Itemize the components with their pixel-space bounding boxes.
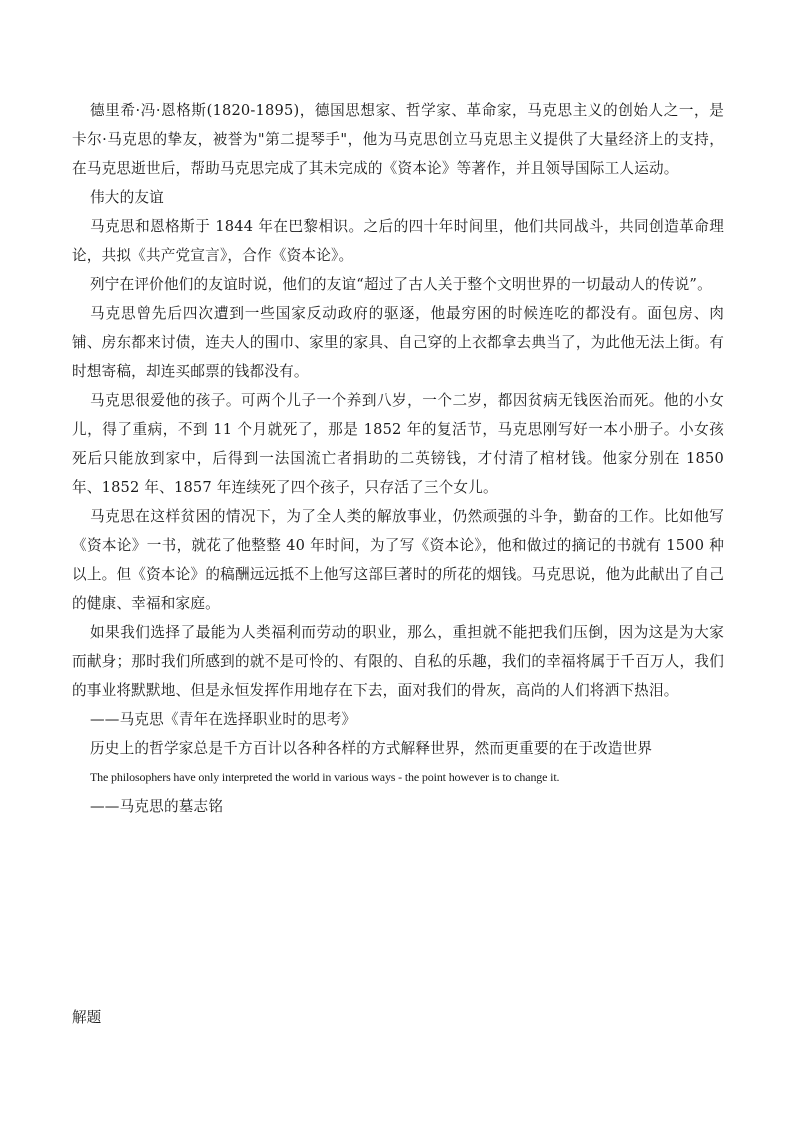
- children-paragraph: 马克思很爱他的孩子。可两个儿子一个养到八岁，一个二岁，都因贫病无钱医治而死。他的小女儿，得了重病，不到 11 个月就死了，那是 1852 年的复活节，马克思刚写好一本小册子。小女孩死后只能放到家中，后得到一法国流亡者捐助的二英镑钱，才付清了棺材钱。他家分别在 1850 年、1852 年、1857 年连续死了四个孩子，只存活了三个女儿。: [72, 392, 724, 496]
- career-quote-attribution: ——马克思《青年在选择职业时的思考》: [90, 711, 357, 728]
- epitaph-chinese: 历史上的哲学家总是千方百计以各种各样的方式解释世界，然而更重要的在于改造世界: [90, 740, 653, 757]
- lenin-quote-paragraph: 列宁在评价他们的友谊时说，他们的友谊“超过了古人关于整个文明世界的一切最动人的传说”。: [90, 276, 712, 293]
- document-body: [72, 96, 724, 821]
- capital-paragraph: 马克思在这样贫困的情况下，为了全人类的解放事业，仍然顽强的斗争，勤奋的工作。比如他写《资本论》一书，就花了他整整 40 年时间，为了写《资本论》，他和做过的摘记的书就有 1500 种以上。但《资本论》的稿酬远远抵不上他写这部巨著时的所花的烟钱。马克思说，他为此献出了自己的健康、幸福和家庭。: [72, 508, 724, 612]
- engels-bio-paragraph: 德里希·冯·恩格斯(1820-1895)，德国思想家、哲学家、革命家，马克思主义的创始人之一，是卡尔·马克思的挚友，被誉为"第二提琴手"，他为马克思创立马克思主义提供了大量经济上的支持，在马克思逝世后，帮助马克思完成了其未完成的《资本论》等著作，并且领导国际工人运动。: [72, 102, 724, 177]
- epitaph-english: The philosophers have only interpreted the world in various ways - the point however is to change it.: [90, 770, 560, 784]
- section-heading: 伟大的友谊: [90, 189, 164, 206]
- epitaph-attribution: ——马克思的墓志铭: [90, 798, 224, 815]
- poverty-paragraph: 马克思曾先后四次遭到一些国家反动政府的驱逐，他最穷困的时候连吃的都没有。面包房、肉铺、房东都来讨债，连夫人的围巾、家里的家具、自己穿的上衣都拿去典当了，为此他无法上街。有时想寄稿，却连买邮票的钱都没有。: [72, 305, 724, 380]
- section-label-jieti: 解题: [72, 1009, 102, 1026]
- friendship-paragraph: 马克思和恩格斯于 1844 年在巴黎相识。之后的四十年时间里，他们共同战斗，共同创造革命理论，共拟《共产党宣言》，合作《资本论》。: [72, 218, 724, 264]
- career-quote-paragraph: 如果我们选择了最能为人类福利而劳动的职业，那么，重担就不能把我们压倒，因为这是为大家而献身；那时我们所感到的就不是可怜的、有限的、自私的乐趣，我们的幸福将属于千百万人，我们的事业将默默地、但是永恒发挥作用地存在下去，面对我们的骨灰，高尚的人们将洒下热泪。: [72, 624, 724, 699]
